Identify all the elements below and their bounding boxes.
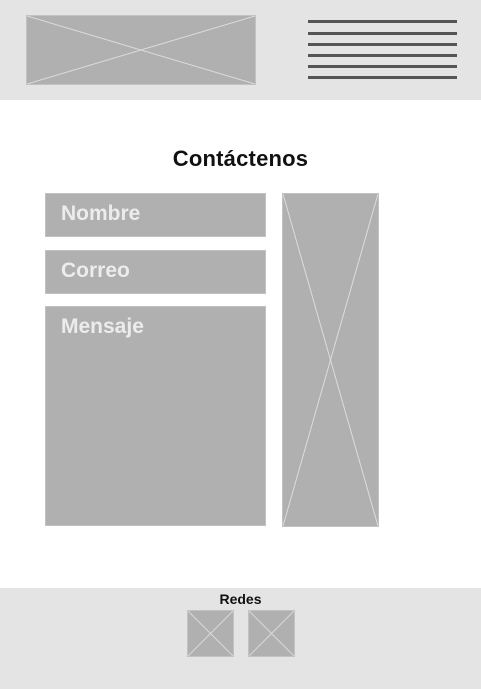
image-placeholder-icon — [27, 16, 255, 84]
page-title: Contáctenos — [172, 146, 309, 171]
logo-image-placeholder[interactable] — [26, 15, 256, 85]
email-field[interactable]: Correo — [45, 250, 266, 294]
menu-line — [308, 54, 457, 57]
menu-line — [308, 20, 457, 23]
image-placeholder-icon — [188, 611, 233, 656]
side-image-placeholder — [282, 193, 379, 527]
image-placeholder-icon — [249, 611, 294, 656]
menu-line — [308, 65, 457, 68]
social-link-2[interactable] — [248, 610, 295, 657]
image-placeholder-icon — [283, 194, 378, 526]
menu-line — [308, 43, 457, 46]
social-link-1[interactable] — [187, 610, 234, 657]
menu-line — [308, 76, 457, 79]
hamburger-menu-icon[interactable] — [308, 20, 457, 80]
menu-line — [308, 32, 457, 35]
name-field[interactable]: Nombre — [45, 193, 266, 237]
footer-title: Redes — [219, 591, 262, 607]
message-field[interactable]: Mensaje — [45, 306, 266, 526]
